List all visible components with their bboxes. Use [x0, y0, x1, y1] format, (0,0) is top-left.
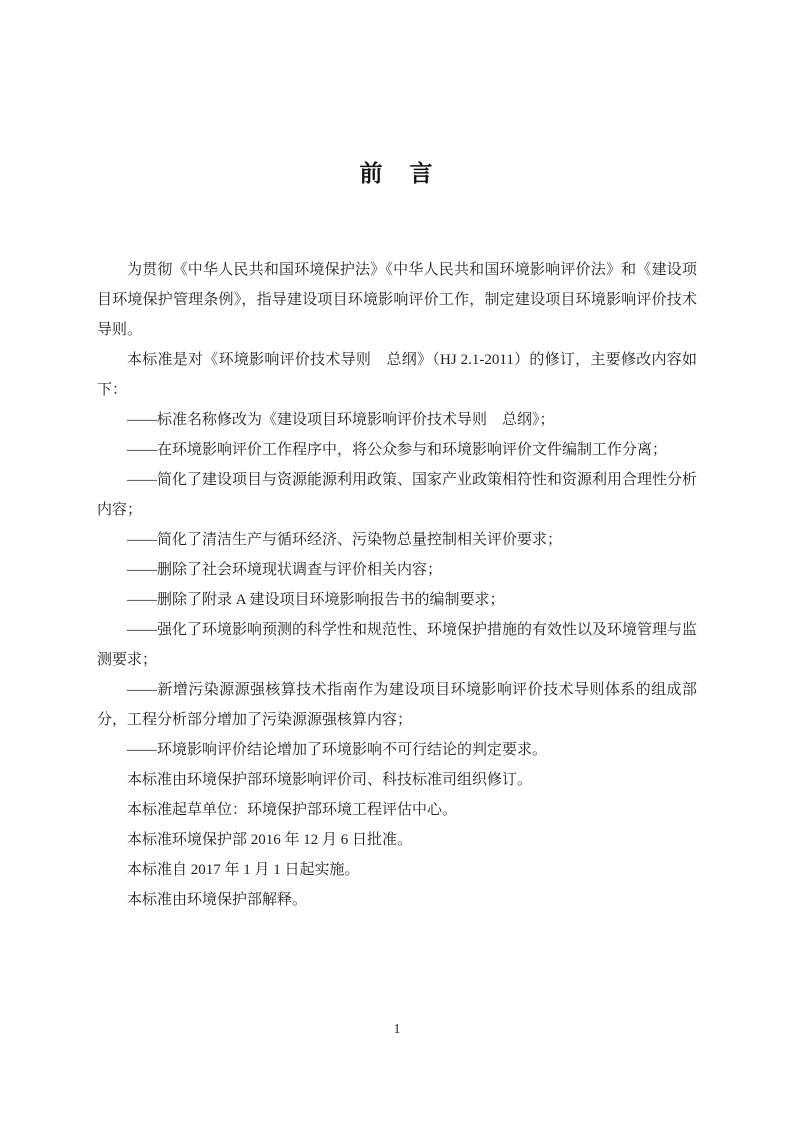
body-paragraph: ——环境影响评价结论增加了环境影响不可行结论的判定要求。 [127, 742, 548, 758]
body-paragraph: ——在环境影响评价工作程序中，将公众参与和环境影响评价文件编制工作分离； [127, 442, 668, 458]
body-paragraph: ——删除了附录 A 建设项目环境影响报告书的编制要求； [127, 592, 505, 608]
body-paragraph: 本标准起草单位：环境保护部环境工程评估中心。 [127, 802, 458, 818]
body-paragraph: ——强化了环境影响预测的科学性和规范性、环境保护措施的有效性以及环境管理与监测要求； [97, 622, 698, 668]
page-title: 前 言 [359, 160, 435, 186]
body-paragraph: ——删除了社会环境现状调查与评价相关内容； [127, 562, 443, 578]
body-paragraph: ——标准名称修改为《建设项目环境影响评价技术导则 总纲》； [127, 412, 555, 428]
body-paragraph: ——简化了建设项目与资源能源利用政策、国家产业政策相符性和资源利用合理性分析内容； [97, 472, 698, 518]
body-paragraph: 本标准由环境保护部解释。 [127, 892, 308, 908]
body-paragraph: 本标准由环境保护部环境影响评价司、科技标准司组织修订。 [127, 772, 533, 788]
body-paragraph: 本标准自 2017 年 1 月 1 日起实施。 [127, 862, 360, 878]
document-body [97, 255, 697, 915]
body-paragraph: 本标准是对《环境影响评价技术导则 总纲》（HJ 2.1-2011）的修订，主要修改内容如下： [97, 352, 697, 398]
body-paragraph: ——新增污染源源强核算技术指南作为建设项目环境影响评价技术导则体系的组成部分，工程分析部分增加了污染源源强核算内容； [97, 682, 697, 728]
body-paragraph: 为贯彻《中华人民共和国环境保护法》《中华人民共和国环境影响评价法》和《建设项目环境保护管理条例》，指导建设项目环境影响评价工作，制定建设项目环境影响评价技术导则。 [97, 262, 697, 338]
body-paragraph: ——简化了清洁生产与循环经济、污染物总量控制相关评价要求； [127, 532, 563, 548]
body-paragraph: 本标准环境保护部 2016 年 12 月 6 日批准。 [127, 832, 413, 848]
page-number: 1 [393, 1022, 401, 1037]
